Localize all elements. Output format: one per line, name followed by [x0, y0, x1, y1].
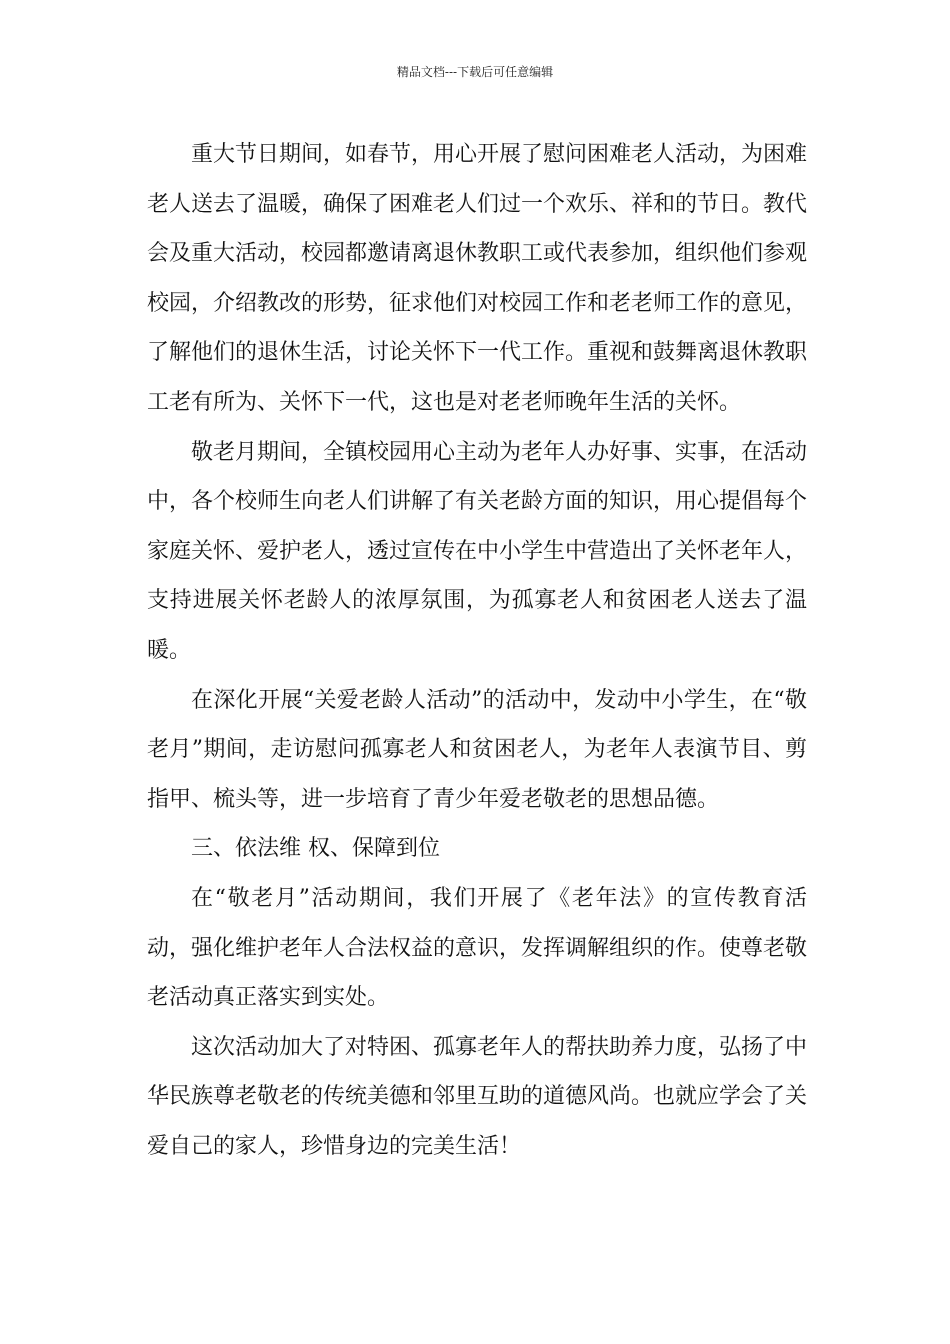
- paragraph-student-activities: 在深化开展“关爱老龄人活动”的活动中，发动中小学生，在“敬老月”期间，走访慰问孤寡老人和贫困老人，为老年人表演节目、剪指甲、梳头等，进一步培育了青少年爱老敬老的思想品德。: [147, 687, 807, 812]
- paragraph-respect-month: 敬老月期间，全镇校园用心主动为老年人办好事、实事，在活动中，各个校师生向老人们讲解了有关老龄方面的知识，用心提倡每个家庭关怀、爱护老人，透过宣传在中小学生中营造出了关怀老年人，支持进展关怀老龄人的浓厚氛围，为孤寡老人和贫困老人送去了温暖。: [147, 439, 808, 663]
- section-heading-rights: 三、依法维 权、保障到位: [191, 836, 440, 862]
- document-body: [147, 130, 807, 1171]
- paragraph-law-education: 在“敬老月”活动期间，我们开展了《老年法》的宣传教育活动，强化维护老年人合法权益的意识，发挥调解组织的作。使尊老敬老活动真正落实到实处。: [147, 885, 808, 1011]
- paragraph-holiday-visits: 重大节日期间，如春节，用心开展了慰问困难老人活动，为困难老人送去了温暖，确保了困难老人们过一个欢乐、祥和的节日。教代会及重大活动，校园都邀请离退休教职工或代表参加，组织他们参观校园，介绍教改的形势，征求他们对校园工作和老老师工作的意见，了解他们的退休生活，讨论关怀下一代工作。重视和鼓舞离退休教职工老有所为、关怀下一代，这也是对老老师晚年生活的关怀。: [147, 142, 808, 415]
- paragraph-conclusion: 这次活动加大了对特困、孤寡老年人的帮扶助养力度，弘扬了中华民族尊老敬老的传统美德和邻里互助的道德风尚。也就应学会了关爱自己的家人，珍惜身边的完美生活！: [147, 1034, 808, 1159]
- page-header: 精品文档---下载后可任意编辑: [396, 65, 554, 79]
